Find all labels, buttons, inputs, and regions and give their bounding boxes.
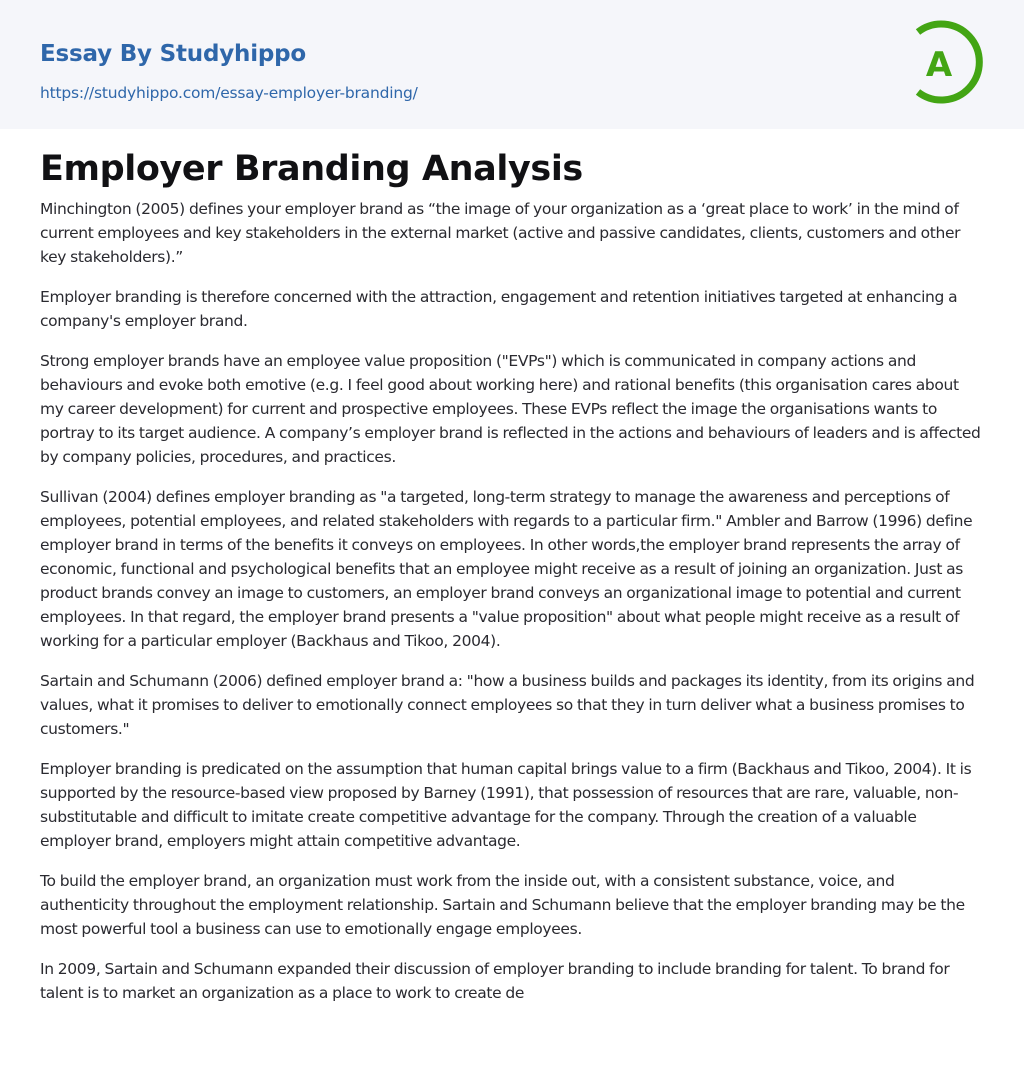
logo-a-icon [912,18,988,106]
essay-paragraph-truncated: In 2009, Sartain and Schumann expanded their discussion of employer branding to include branding for talent. To brand for talent is to market an organization as a place to work to create de [40,960,950,1002]
essay-paragraph: Minchington (2005) defines your employer brand as “the image of your organization as a ‘great place to work’ in the mind of current employees and key stakeholders in the external market (active and passive candidates, clients, customers and other key stakeholders).” [40,200,961,266]
page-title: Employer Branding Analysis [40,149,583,189]
essay-paragraph: Sartain and Schumann (2006) defined employer brand a: "how a business builds and packages its identity, from its origins and values, what it promises to deliver to emotionally connect employees so that they in turn deliver what a business promises to customers." [40,672,975,738]
essay-paragraph: Sullivan (2004) defines employer branding as "a targeted, long-term strategy to manage the awareness and perceptions of employees, potential employees, and related stakeholders with regards to a particular firm." Ambler and Barrow (1996) define employer brand in terms of the benefits it conveys on employees. In other words,the employer brand represents the array of economic, functional and psychological benefits that an employee might receive as a result of joining an organization. Just as product brands convey an image to customers, an employer brand conveys an organizational image to potential and current employees. In that regard, the employer brand presents a "value proposition" about what people might receive as a result of working for a particular employer (Backhaus and Tikoo, 2004). [40,488,973,650]
essay-paragraph: Strong employer brands have an employee value proposition ("EVPs") which is communicated in company actions and behaviours and evoke both emotive (e.g. I feel good about working here) and rational benefits (this organisation cares about my career development) for current and prospective employees. These EVPs reflect the image the organisations wants to portray to its target audience. A company’s employer brand is reflected in the actions and behaviours of leaders and is affected by company policies, procedures, and practices. [40,352,981,466]
essay-content [0,147,1024,1005]
studyhippo-logo[interactable] [912,18,988,106]
essay-paragraph: To build the employer brand, an organization must work from the inside out, with a consistent substance, voice, and authenticity throughout the employment relationship. Sartain and Schumann believe that the employer branding may be the most powerful tool a business can use to emotionally engage employees. [40,872,965,938]
site-header [0,0,1024,129]
site-name: Essay By Studyhippo [40,41,307,67]
essay-paragraph: Employer branding is therefore concerned with the attraction, engagement and retention initiatives targeted at enhancing a company's employer brand. [40,288,958,330]
essay-url-link[interactable]: https://studyhippo.com/essay-employer-branding/ [40,84,418,102]
essay-paragraph: Employer branding is predicated on the assumption that human capital brings value to a firm (Backhaus and Tikoo, 2004). It is supported by the resource-based view proposed by Barney (1991), that possession of resources that are rare, valuable, non-substitutable and difficult to imitate create competitive advantage for the company. Through the creation of a valuable employer brand, employers might attain competitive advantage. [40,760,972,850]
logo-letter: A [925,45,953,85]
